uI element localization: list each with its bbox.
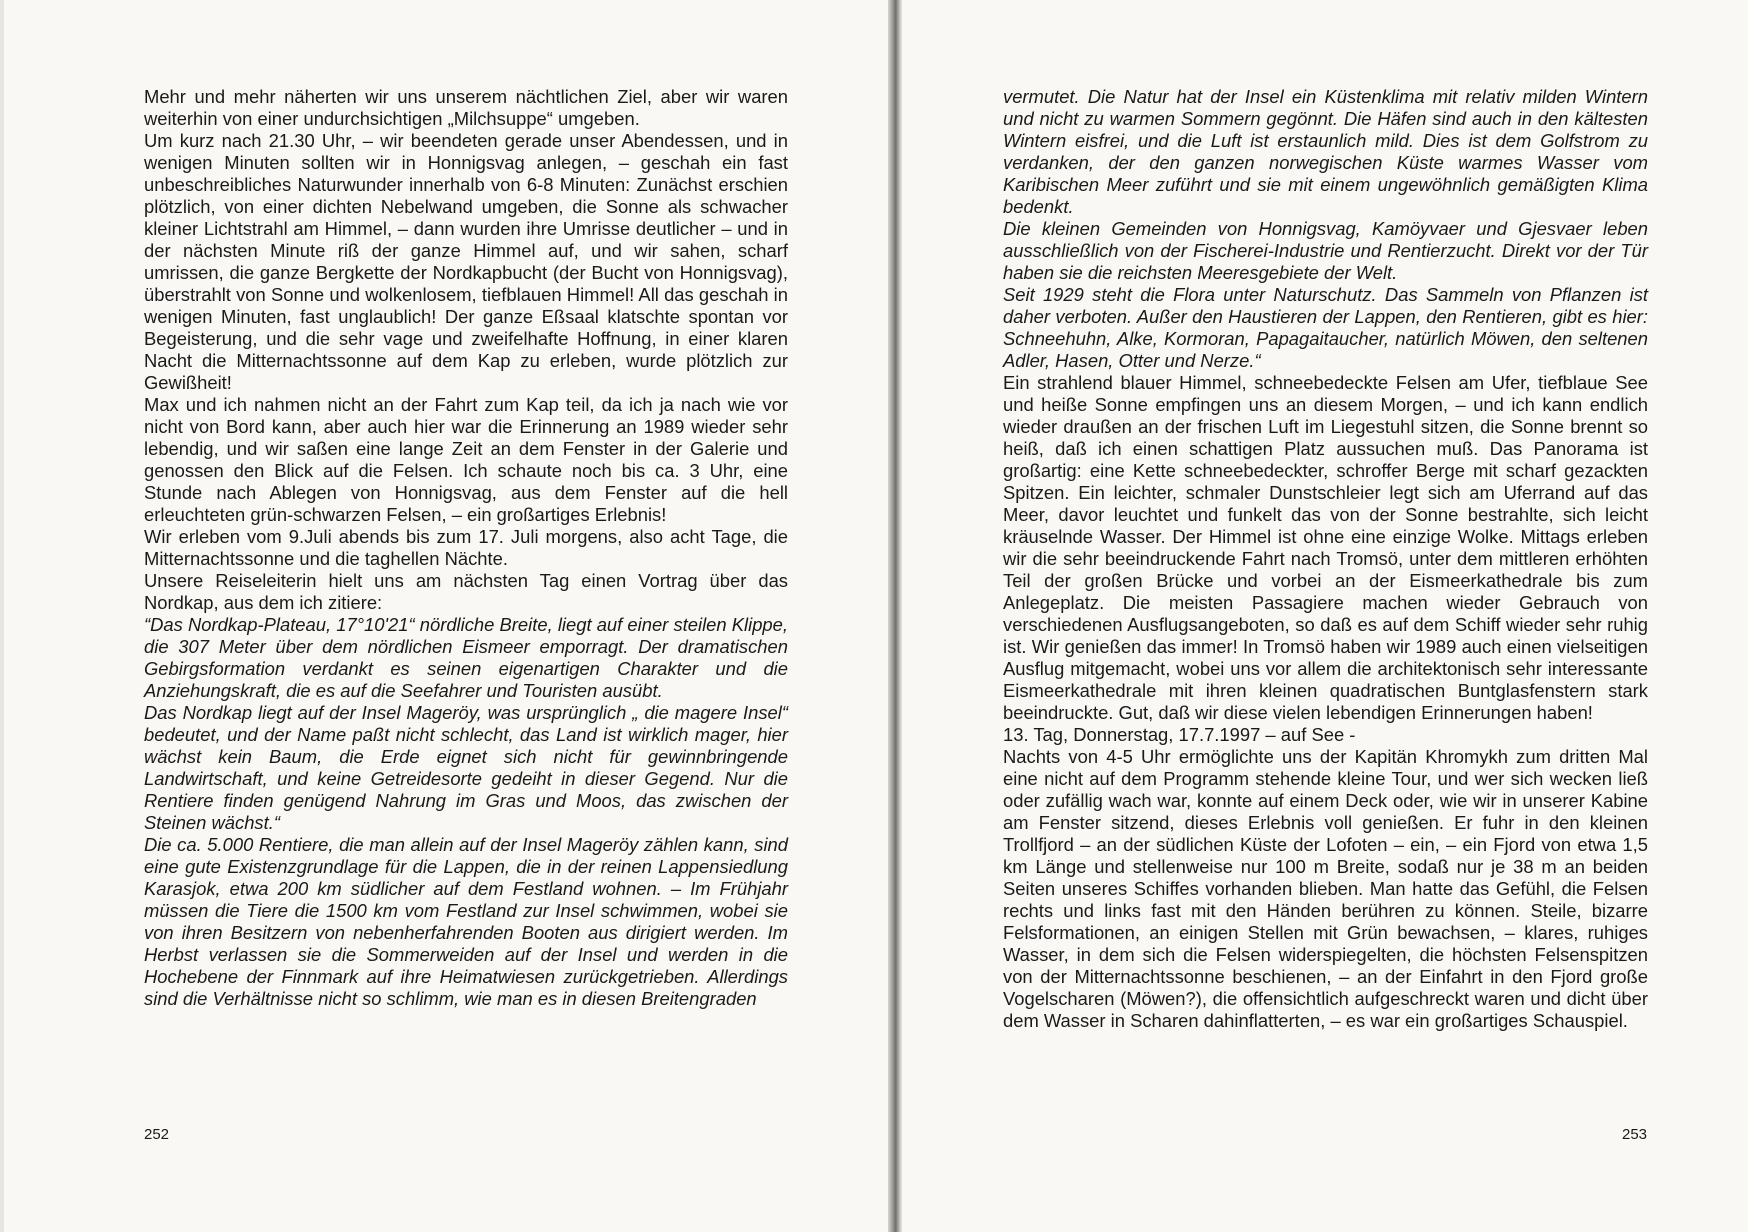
quote-paragraph: Die ca. 5.000 Rentiere, die man allein auf der Insel Mageröy zählen kann, sind eine gute Existenzgrundlage für die Lappen, die in der reinen Lappensiedlung Karasjok, etwa 200 km südlicher auf dem Festland wohnen. – Im Frühjahr müssen die Tiere die 1500 km vom Festland zur Insel schwimmen, wobei sie von ihren Besitzern von nebenherfahrenden Booten aus dirigiert werden. Im Herbst verlassen sie die Sommerweiden auf der Insel und werden in die Hochebene der Finnmark auf ihre Heimatwiesen zurückgetrieben. Allerdings sind die Verhältnisse nicht so schlimm, wie man es in diesen Breitengraden (144, 834, 788, 1009)
page-number: 252 (144, 1126, 170, 1143)
quote-paragraph: vermutet. Die Natur hat der Insel ein Küstenklima mit relativ milden Wintern und nicht zu warmen Sommern gegönnt. Die Häfen sind auch in den kältesten Wintern eisfrei, und die Luft ist erstaunlich mild. Dies ist dem Golfstrom zu verdanken, der den ganzen norwegischen Küste warmes Wasser vom Karibischen Meer zuführt und sie mit einem ungewöhnlich gemäßigten Klima bedenkt. (1003, 86, 1648, 217)
paragraph: Nachts von 4-5 Uhr ermöglichte uns der Kapitän Khromykh zum dritten Mal eine nicht auf dem Programm stehende kleine Tour, und wer sich wecken ließ oder zufällig wach war, konnte auf einem Deck oder, wie wir in unserer Kabine am Fenster sitzend, dieses Erlebnis voll genießen. Er fuhr in den kleinen Trollfjord – an der südlichen Küste der Lofoten – ein, – ein Fjord von etwa 1,5 km Länge und stellenweise nur 100 m Breite, sodaß nur je 38 m an beiden Seiten unseres Schiffes vorhanden blieben. Man hatte das Gefühl, die Felsen rechts und links fast mit den Händen berühren zu können. Steile, bizarre Felsformationen, an einigen Stellen mit Grün bewachsen, – klares, ruhiges Wasser, in dem sich die Felsen widerspiegelten, die höchsten Felsenspitzen von der Mitternachtssonne beschienen, – an der Einfahrt in den Fjord große Vogelscharen (Möwen?), die offensichtlich aufgeschreckt waren und dicht über dem Wasser in Scharen dahinflatterten, – es war ein großartiges Schauspiel. (1003, 746, 1648, 1031)
paragraph: Wir erleben vom 9.Juli abends bis zum 17. Juli morgens, also acht Tage, die Mitternachtssonne und die taghellen Nächte. (144, 526, 788, 569)
book-gutter (888, 0, 902, 1232)
paragraph: Ein strahlend blauer Himmel, schneebedeckte Felsen am Ufer, tiefblaue See und heiße Sonne empfingen uns an diesem Morgen, – und ich kann endlich wieder draußen an der frischen Luft im Liegestuhl sitzen, die Sonne brennt so heiß, daß ich einen schattigen Platz aussuchen muß. Das Panorama ist großartig: eine Kette schneebedeckter, schroffer Berge mit scharf gezackten Spitzen. Ein leichter, schmaler Dunstschleier legt sich am Uferrand auf das Meer, davor leuchtet und funkelt das von der Sonne bestrahlte, sich leicht kräuselnde Wasser. Der Himmel ist ohne eine einzige Wolke. Mittags erleben wir die sehr beeindruckende Fahrt nach Tromsö, unter dem mittleren erhöhten Teil der großen Brücke und vorbei an der Eismeerkathedrale bis zum Anlegeplatz. Die meisten Passagiere machen wieder Gebrauch von verschiedenen Ausflugsangeboten, so daß es auf dem Schiff wieder sehr ruhig ist. Wir genießen das immer! In Tromsö haben wir 1989 auch einen vielseitigen Ausflug mitgemacht, wobei uns vor allem die architektonisch sehr interessante Eismeerkathedrale mit ihren kleinen quadratischen Buntglasfenstern stark beeindruckte. Gut, daß wir diese vielen lebendigen Erinnerungen haben! (1003, 372, 1648, 723)
quote-paragraph: Die kleinen Gemeinden von Honnigsvag, Kamöyvaer und Gjesvaer leben ausschließlich von der Fischerei-Industrie und Rentierzucht. Direkt vor der Tür haben sie die reichsten Meeresgebiete der Welt. (1003, 218, 1648, 283)
paragraph: Um kurz nach 21.30 Uhr, – wir beendeten gerade unser Abendessen, und in wenigen Minuten sollten wir in Honnigsvag anlegen, – geschah ein fast unbeschreibliches Naturwunder innerhalb von 6-8 Minuten: Zunächst erschien plötzlich, von einer dichten Nebelwand umgeben, die Sonne als schwacher kleiner Lichtstrahl am Himmel, – dann wurden ihre Umrisse deutlicher – und in der nächsten Minute riß der ganze Himmel auf, und wir sahen, scharf umrissen, die ganze Bergkette der Nordkapbucht (der Bucht von Honnigsvag), überstrahlt von Sonne und wolkenlosem, tiefblauen Himmel! All das geschah in wenigen Minuten, fast unglaublich! Der ganze Eßsaal klatschte spontan vor Begeisterung, und die sehr vage und zweifelhafte Hoffnung, in einer klaren Nacht die Mitternachtssonne auf dem Kap zu erleben, wurde plötzlich zur Gewißheit! (144, 130, 788, 393)
paragraph: Mehr und mehr näherten wir uns unserem nächtlichen Ziel, aber wir waren weiterhin von einer undurchsichtigen „Milchsuppe“ umgeben. (144, 86, 788, 129)
page-number: 253 (1622, 1126, 1648, 1143)
paragraph: Max und ich nahmen nicht an der Fahrt zum Kap teil, da ich ja nach wie vor nicht von Bord kann, aber auch hier war die Erinnerung an 1989 wieder sehr lebendig, und wir saßen eine lange Zeit an dem Fenster in der Galerie und genossen den Blick auf die Felsen. Ich schaute noch bis ca. 3 Uhr, eine Stunde nach Ablegen von Honnigsvag, aus dem Fenster auf die hell erleuchteten grün-schwarzen Felsen, – ein großartiges Erlebnis! (144, 394, 788, 525)
page-edge (0, 0, 4, 1232)
quote-paragraph: Seit 1929 steht die Flora unter Naturschutz. Das Sammeln von Pflanzen ist daher verboten. Außer den Haustieren der Lappen, den Rentieren, gibt es hier: Schneehuhn, Alke, Kormoran, Papagaitaucher, natürlich Möwen, den seltenen Adler, Hasen, Otter und Nerze.“ (1003, 284, 1648, 371)
quote-paragraph: “Das Nordkap-Plateau, 17°10'21“ nördliche Breite, liegt auf einer steilen Klippe, die 307 Meter über dem nördlichen Eismeer emporragt. Der dramatischen Gebirgsformation verdankt es seinen eigenartigen Charakter und die Anziehungskraft, die es auf die Seefahrer und Touristen ausübt. (144, 614, 788, 701)
day-heading: 13. Tag, Donnerstag, 17.7.1997 – auf See - (1003, 724, 1356, 745)
quote-paragraph: Das Nordkap liegt auf der Insel Mageröy, was ursprünglich „ die magere Insel“ bedeutet, und der Name paßt nicht schlecht, das Land ist wirklich mager, hier wächst kein Baum, die Erde eignet sich nicht für gewinnbringende Landwirtschaft, und keine Getreidesorte gedeiht in dieser Gegend. Nur die Rentiere finden genügend Nahrung im Gras und Moos, das zwischen der Steinen wächst.“ (144, 702, 788, 833)
paragraph: Unsere Reiseleiterin hielt uns am nächsten Tag einen Vortrag über das Nordkap, aus dem ich zitiere: (144, 570, 788, 613)
right-page-text (1003, 86, 1648, 1032)
left-page-text (144, 86, 788, 1010)
